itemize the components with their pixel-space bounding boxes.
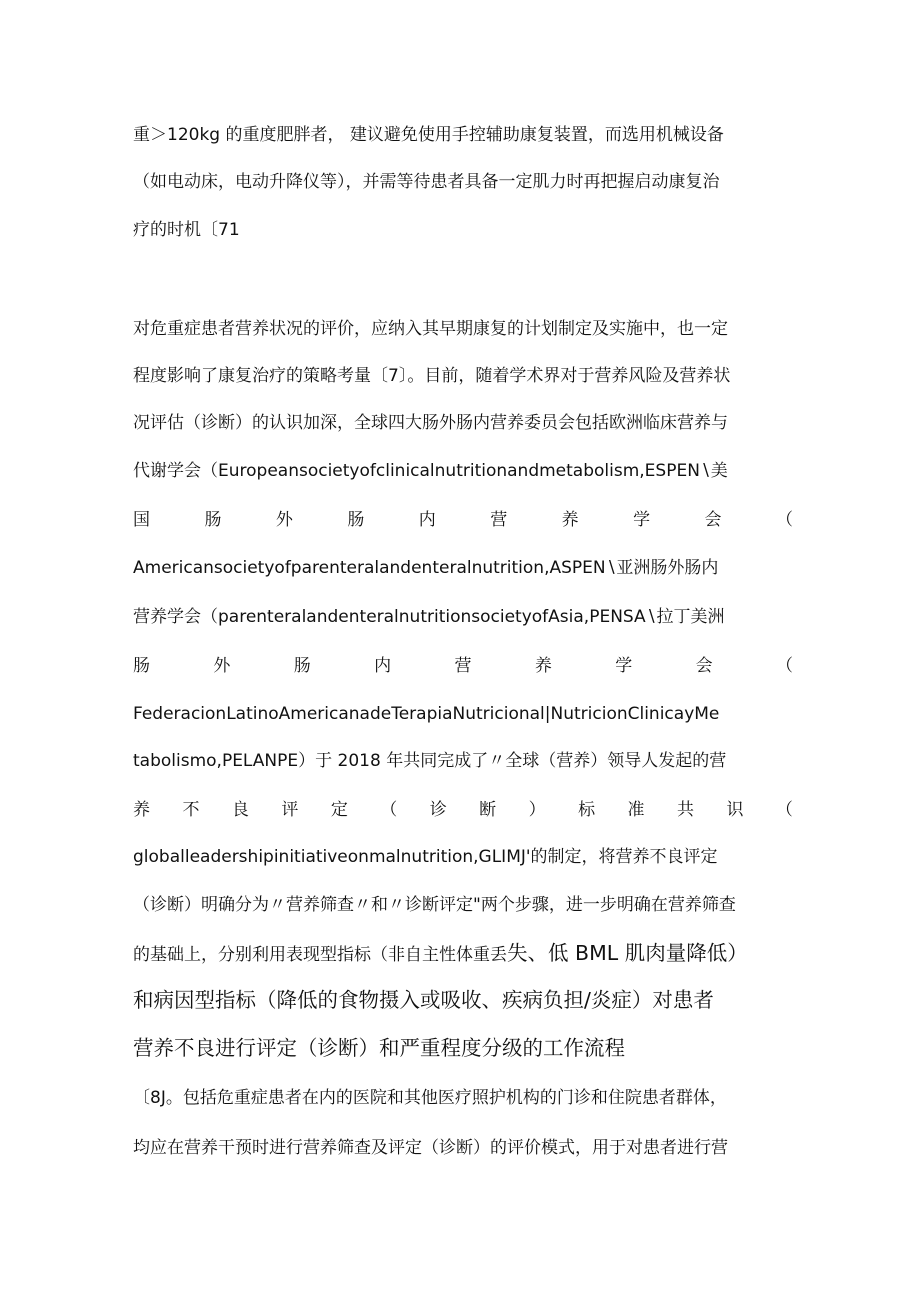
word: 肠 [133, 656, 150, 676]
p2-line-6: Americansocietyofparenteralandenteralnutrition,ASPEN∖亚洲肠外肠内 [133, 558, 719, 578]
word: 肠 [204, 510, 222, 530]
word: 不 [182, 800, 200, 820]
word: 会 [704, 510, 722, 530]
p2-line-16: 营养不良进行评定（诊断）和严重程度分级的工作流程 [133, 1036, 625, 1060]
word: 定 [330, 800, 348, 820]
word: 外 [213, 656, 231, 676]
p2-line-12: globalleadershipinitiativeonmalnutrition,GLIMJ'的制定，将营养不良评定 [133, 847, 718, 867]
word: 肠 [293, 656, 311, 676]
word: （ [775, 510, 793, 530]
p1-line-2: （如电动床，电动升降仪等），并需等待患者具备一定肌力时再把握启动康复治 [133, 172, 720, 192]
word: 养 [534, 656, 552, 676]
word: 良 [231, 800, 249, 820]
p2-line-2: 程度影响了康复治疗的策略考量〔7〕。目前，随着学术界对于营养风险及营养状 [133, 366, 731, 386]
p2-line-7: 营养学会（parenteralandenteralnutritionsocietyofAsia,PENSA∖拉丁美洲 [133, 607, 725, 627]
word: （ [380, 800, 398, 820]
word: 内 [374, 656, 392, 676]
word: 共 [676, 800, 694, 820]
p2-line-18: 均应在营养干预时进行营养筛查及评定（诊断）的评价模式，用于对患者进行营 [133, 1138, 728, 1158]
word: 养 [561, 510, 579, 530]
word: 养 [133, 800, 150, 820]
p2-line-9: FederacionLatinoAmericanadeTerapiaNutricional|NutricionClinicayMe [133, 704, 720, 724]
p2-line-3: 况评估（诊断）的认识加深，全球四大肠外肠内营养委员会包括欧洲临床营养与 [133, 413, 728, 433]
p2-line-13: （诊断）明确分为〃营养筛查〃和〃诊断评定"两个步骤，进一步明确在营养筛查 [133, 895, 736, 915]
word: 标 [578, 800, 596, 820]
word: 肠 [347, 510, 365, 530]
p2-line-11-justified [133, 798, 793, 822]
word: 营 [490, 510, 508, 530]
word: ） [528, 800, 546, 820]
p1-line-1: 重＞120kg 的重度肥胖者， 建议避免使用手控辅助康复装置，而选用机械设备 [133, 125, 724, 145]
word: 内 [418, 510, 436, 530]
word: 断 [479, 800, 497, 820]
word: 国 [133, 510, 150, 530]
word: 会 [695, 656, 713, 676]
p2-line-5-justified [133, 508, 793, 532]
word: 外 [275, 510, 293, 530]
p2-line-4: 代谢学会（Europeansocietyofclinicalnutritionandmetabolism,ESPEN∖美 [133, 461, 728, 481]
line-14-large-text: 失、低 BML 肌肉量降低） [507, 941, 748, 965]
word: 评 [281, 800, 299, 820]
p2-line-15: 和病因型指标（降低的食物摄入或吸收、疾病负担/炎症）对患者 [133, 988, 714, 1012]
line-14-normal-text: 的基础上，分别利用表现型指标（非自主性体重丢 [133, 945, 507, 965]
word: （ [776, 656, 793, 676]
p1-line-3: 疗的时机〔71 [133, 220, 240, 240]
word: 营 [454, 656, 472, 676]
word: 准 [627, 800, 645, 820]
word: （ [775, 800, 793, 820]
p2-line-14 [133, 938, 813, 968]
word: 学 [633, 510, 651, 530]
p2-line-10: tabolismo,PELANPE）于 2018 年共同完成了〃全球（营养）领导人发起的营 [133, 751, 727, 771]
p2-line-17: 〔8J。包括危重症患者在内的医院和其他医疗照护机构的门诊和住院患者群体， [133, 1088, 727, 1108]
p2-line-1: 对危重症患者营养状况的评价，应纳入其早期康复的计划制定及实施中，也一定 [133, 319, 728, 339]
word: 识 [726, 800, 744, 820]
word: 诊 [429, 800, 447, 820]
word: 学 [615, 656, 633, 676]
p2-line-8-justified [133, 654, 793, 678]
